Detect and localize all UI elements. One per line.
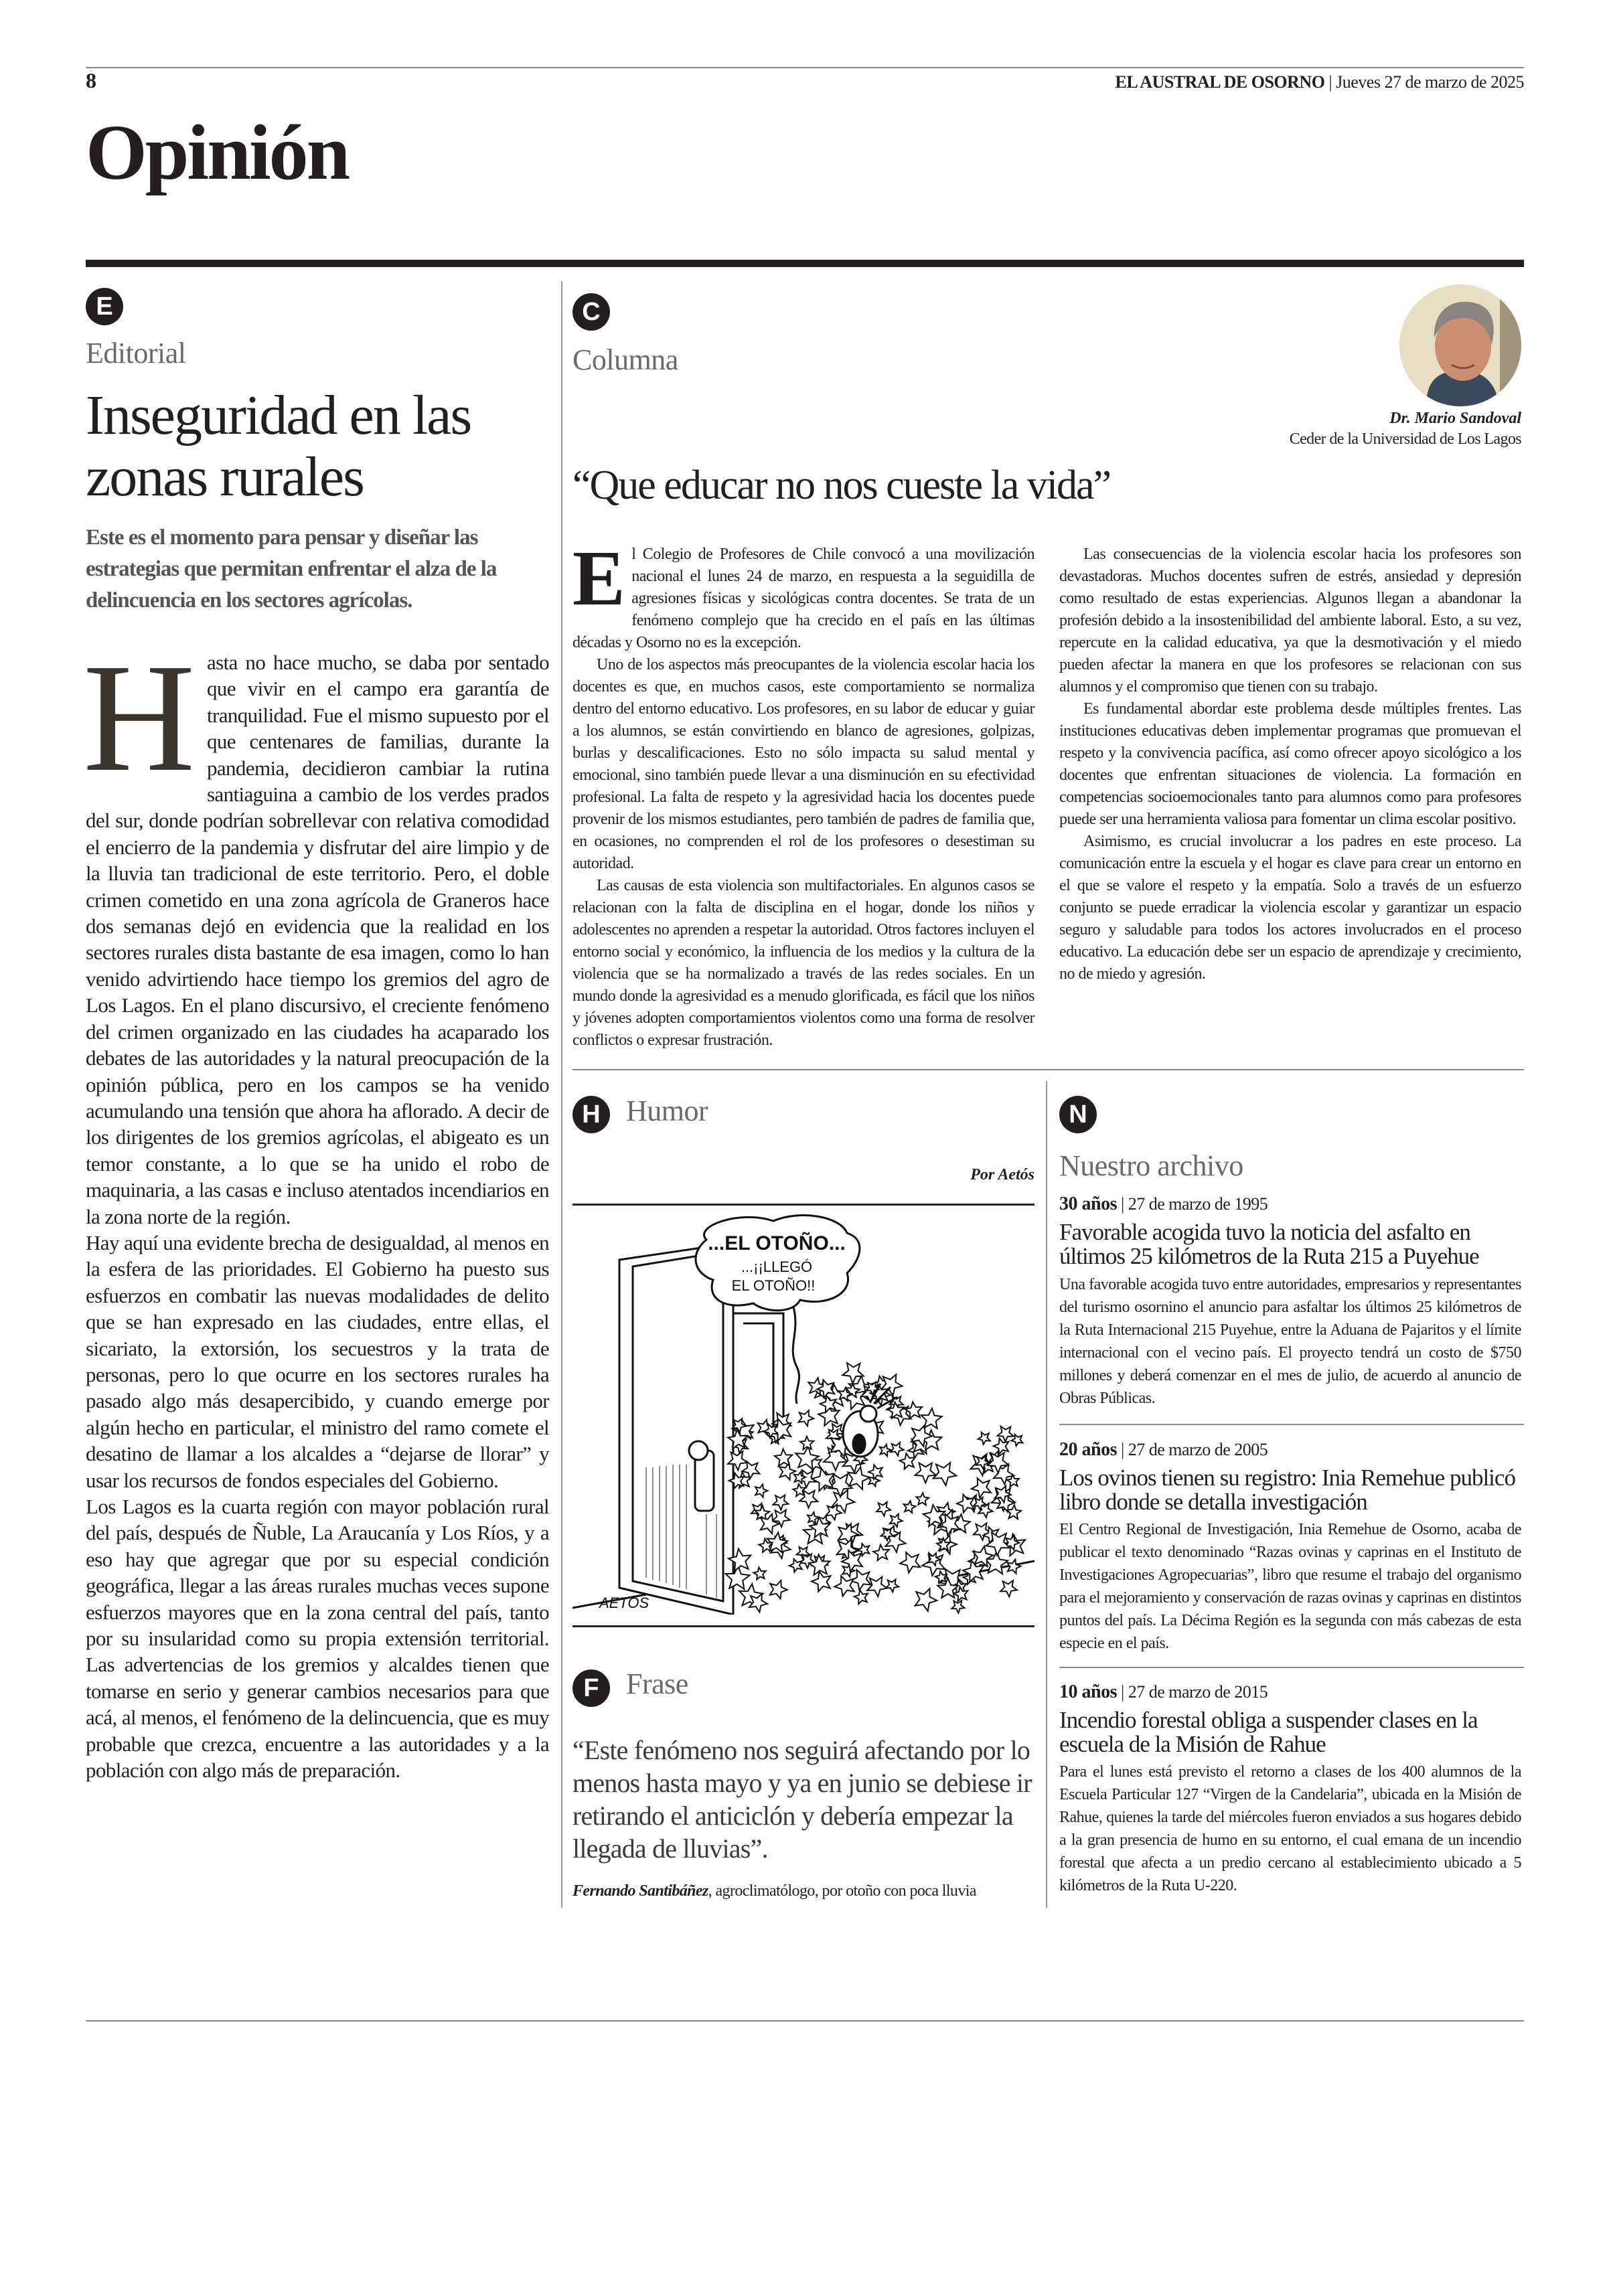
editorial-paragraph [83,632,549,1230]
bubble-text-1: ...EL OTOÑO... [708,1232,846,1254]
masthead-line [1115,72,1524,92]
section-title: Opinión [86,108,349,196]
leaf [789,1559,802,1572]
column-body [572,534,1521,1059]
column-paragraph: Asimismo, es crucial involucrar a los padres en este proceso. La comunicación entre la escuela y el hogar es clave para crear un entorno en el que se valore el respeto y la empatía. Solo a través de un esfuerzo conjunto se puede erradicar la violencia escolar y garantizar un espacio seguro y saludable para todos los actores involucrados en el proceso educativo. La educación debe ser un espacio de aprendizaje y crecimiento, no de miedo y agresión. [1059,833,1521,983]
leaf [978,1432,990,1445]
editorial-paragraph: Hay aquí una evidente brecha de desigualdad, al menos en la esfera de las prioridades. El Gobierno ha puesto sus esfuerzos en combatir las nuevas modalidades de delito que se han expresado en las ciudades, entre ellas, el sicariato, la extorsión, los secuestros y la trata de personas, pero lo que ocurre en los sectores rurales ha pasado algo más desapercibido, y cuando emerge por algún hecho en particular, el ministro del ramo comete el desatino de llamar a los alcaldes a “dejarse de llorar” y usar los recursos de fondos especiales del Gobierno. [86,1230,549,1492]
author-portrait-icon [1399,284,1521,406]
humor-kicker: Humor [626,1094,708,1127]
cartoonist-signature: AETOS [599,1594,649,1611]
column-paragraph [572,534,1035,654]
leaf [916,1493,929,1505]
cartoon-rule [572,1204,1035,1206]
leaf [891,1443,904,1456]
publication-name: EL AUSTRAL DE OSORNO [1115,72,1325,92]
column-paragraph: Las causas de esta violencia son multifactoriales. En algunos casos se relacionan con la falta de disciplina en el hogar, donde los niños y adolescentes no aprenden a respetar la autoridad. Otros factores incluyen el entorno social y económico, la influencia de los medios y la cultura de la violencia que se ha normalizado a través de las redes sociales. En un mundo donde la agresividad es a menudo glorificada, es fácil que los niños y jóvenes adopten comportamientos violentos como una forma de resolver conflictos o expresar frustración. [572,877,1035,1049]
column-title: “Que educar no nos cueste la vida” [572,463,1111,508]
archive-badge: N [1059,1096,1097,1133]
archive-rule [1059,1424,1524,1425]
frase-rule [572,1625,1035,1627]
leaf [848,1467,870,1490]
leaf [834,1576,854,1596]
leaf [935,1571,947,1583]
humor-badge: H [572,1096,610,1133]
column-divider [561,281,562,1908]
leaf [873,1545,889,1560]
editorial-deck: Este es el momento para pensar y diseñar las estrategias que permitan enfrentar el alza de la delincuencia en los sectores agrícolas. [86,525,497,612]
paragraph-text: asta no hace mucho, se daba por sentado que vivir en el campo era garantía de tranquilidad. Fue el mismo supuesto por el que centenares de familias, durante la pandemia, decidieron cambiar la rutina santiaguina a cambio de los verdes prados del sur, donde podrían sobrellevar con relativa comodidad el encierro de la pandemia y disfrutar del aire limpio y de la lluvia tan tradicional de este territorio. Pero, el doble crimen cometido en una zona agrícola de Graneros hace dos semanas dejó en evidencia que la realidad en los sectores rurales dista bastante de esa imagen, como lo han venido advirtiendo hace tiempo los gremios del agro de Los Lagos. En el plano discursivo, el creciente fenómeno del crimen organizado en las ciudades ha acaparado los debates de las autoridades y la natural preocupación de la opinión pública, pero en los campos se ha venido acumulando una tensión que ahora ha aflorado. A decir de los dirigentes de los gremios agrícolas, el abigeato es un temor constante, a lo que se ha unido el robo de maquinaria, a las casas e incluso atentados incendiarios en la zona norte de la región. [86,651,549,1228]
leaf [749,1594,767,1613]
leaf [951,1601,964,1613]
bubble-text-2: ...¡¡LLEGÓ [741,1258,813,1275]
column-paragraph: Uno de los aspectos más preocupantes de la violencia escolar hacia los docentes es que, en muchos casos, este comportamiento se normaliza dentro del entorno educativo. Los profesores, en su labor de educar y guiar a los alumnos, se están convirtiendo en blanco de agresiones, golpizas, burlas y descalificaciones. Esto no sólo impacta su salud mental y emocional, sino también puede llevar a una disminución en su efectividad profesional. La falta de respeto y la agresividad hacia los docentes puede provenir de los mismos estudiantes, pero también de padres de familia que, en ocasiones, no comprenden el rol de los profesores o desestiman su autoridad. [572,656,1035,872]
leaf [826,1504,842,1520]
bottom-rule [86,2020,1524,2022]
archive-years: 30 años [1059,1194,1117,1214]
leaf [880,1445,891,1457]
leaf [972,1478,991,1497]
door-frame [733,1313,783,1434]
editorial-badge: E [86,288,123,325]
archive-headline: Favorable acogida tuvo la noticia del asfalto en últimos 25 kilómetros de la Ruta 215 a Puyehue [1059,1219,1479,1269]
archive-headline: Los ovinos tienen su registro: Inia Remehue publicó libro donde se detalla investigación [1059,1465,1515,1515]
column-bottom-rule [572,1069,1524,1070]
cartoon-byline: Por Aetós [970,1166,1035,1183]
leaf [876,1502,891,1516]
editorial-paragraph: Los Lagos es la cuarta región con mayor población rural del país, después de Ñuble, La Araucanía y Los Ríos, y a eso hay que agregar que por su especial condición geográfica, llegar a las áreas rurales muchas veces supone esfuerzos mayores que en la zona central del país, tanto por su insularidad como su propia extensión territorial. Las advertencias de los gremios y alcaldes tienen que tomarse en serio y generar cambios necesarios para que acá, al menos, el fenómeno de la delincuencia, que es muy probable que crezca, encuentre a las autoridades y a la población con algo más de preparación. [86,1495,549,1783]
leaf [779,1463,795,1480]
column-affiliation: Ceder de la Universidad de Los Lagos [1289,430,1521,448]
leaf [1000,1580,1017,1596]
frase-kicker: Frase [626,1667,688,1700]
frase-badge: F [572,1669,610,1707]
archive-years: 10 años [1059,1682,1117,1702]
archive-date: 27 de marzo de 2015 [1128,1682,1268,1702]
leaf [1007,1505,1022,1519]
leaf [799,1410,814,1426]
issue-date: Jueves 27 de marzo de 2025 [1336,72,1524,92]
archive-kicker: Nuestro archivo [1059,1149,1243,1182]
leaf [933,1463,957,1485]
section-rule [86,260,1524,267]
archive-headline: Incendio forestal obliga a suspender clases en la escuela de la Misión de Rahue [1059,1707,1478,1757]
leaf [915,1463,936,1483]
leaf [770,1580,787,1598]
archive-item-meta: 30 años | 27 de marzo de 1995 [1059,1194,1268,1214]
leaf [773,1495,789,1509]
leaf [800,1437,814,1450]
archive-body: El Centro Regional de Investigación, Inia Remehue de Osorno, acaba de publicar el texto denominado “Razas ovinas y caprinas en el Instituto de Investigaciones Agropecuarias”, libro que resume el trabajo del organismo para el mejoramiento y conservación de razas ovinas y caprinas en distintos puntos del país. La Décima Región es la segunda con más cabezas de esta especie en el país. [1059,1521,1521,1652]
bubble-text-3: EL OTOÑO!! [731,1277,816,1294]
editorial-body [83,632,549,1783]
archive-rule [1059,1667,1524,1668]
drop-cap: H [83,632,195,804]
leaf [854,1590,868,1604]
archive-date: 27 de marzo de 1995 [1128,1194,1268,1214]
column-badge: C [572,293,610,331]
leaf [915,1588,937,1611]
column-paragraph: Las consecuencias de la violencia escolar hacia los profesores son devastadoras. Muchos docentes sufren de estrés, ansiedad y depresión como resultado de estas experiencias. Algunos llegan a abandonar la profesión debido a la insostenibilidad del ambiente laboral. Esto, a su vez, repercute en la calidad educativa, ya que la desmotivación y el miedo pueden afectar la manera en que los profesores se relacionan con sus alumnos y el compromiso que tienen con su trabajo. [1059,546,1521,695]
leaf [886,1580,899,1592]
leaf [753,1568,765,1580]
masthead-separator: | [1328,72,1332,92]
drop-cap: E [572,534,625,622]
archive-date: 27 de marzo de 2005 [1128,1440,1268,1459]
lower-divider [1046,1081,1047,1908]
leaf [904,1501,916,1513]
leaf [867,1577,887,1596]
archive-item-meta: 10 años | 27 de marzo de 2015 [1059,1682,1268,1702]
editorial-kicker: Editorial [86,337,186,370]
door-frame-inner [743,1323,773,1427]
editorial-headline: Inseguridad en las zonas rurales [86,384,471,508]
frase-quote: “Este fenómeno nos seguirá afectando por lo menos hasta mayo y ya en junio se debiese ir retirando el anticiclón y debería empezar la llegada de lluvias”. [572,1735,1032,1864]
author-photo [1399,284,1521,406]
frase-attribution [572,1882,1035,1900]
archive-years: 20 años [1059,1439,1117,1460]
door-knob-icon [689,1441,708,1460]
page-number: 8 [86,68,96,92]
column-author: Dr. Mario Sandoval [1389,410,1521,427]
frase-speaker: Fernando Santibáñez [572,1882,708,1900]
leaf [755,1485,767,1497]
archive-item-meta: 20 años | 27 de marzo de 2005 [1059,1439,1268,1460]
leaf [1007,1560,1020,1574]
leaf [900,1453,915,1469]
leaf [850,1570,870,1590]
frase-context: , agroclimatólogo, por otoño con poca lluvia [708,1882,976,1900]
leaf [900,1552,920,1572]
leaf-pile [726,1363,1025,1613]
column-paragraph: Es fundamental abordar este problema desde múltiples frentes. Las instituciones educativas deben implementar programas que promuevan el respeto y la convivencia pacífica, así como ofrecer apoyo sicológico a los docentes que enfrentan situaciones de violencia. La formación en competencias socioemocionales tanto para alumnos como para profesores puede ser una herramienta valiosa para fomentar un clima escolar positivo. [1059,700,1521,828]
paragraph-text: l Colegio de Profesores de Chile convocó a una movilización nacional el lunes 24 de marzo, en respuesta a la seguidilla de agresiones físicas y sicológicas contra docentes. Se trata de un fenómeno complejo que ha crecido en el país en las últimas décadas y Osorno no es la excepción. [572,546,1035,651]
archive-body: Para el lunes está previsto el retorno a clases de los 400 alumnos de la Escuela Particular 127 “Virgen de la Candelaria”, ubicada en la Misión de Rahue, quienes la tarde del miércoles fueron enviados a sus hogares debido a la gran presencia de humo en su entorno, el cual emana de un incendio forestal que afecta a un predio cercano al establecimiento ubicado a 5 kilómetros de la Ruta U-220. [1059,1763,1521,1894]
column-kicker: Columna [572,343,678,376]
archive-body: Una favorable acogida tuvo entre autoridades, empresarios y representantes del turismo osornino el anuncio para asfaltar los últimos 25 kilómetros de la Ruta Internacional 215 Puyehue, entre la Aduana de Pajaritos y el límite internacional con el vecino país. El proyecto tendrá un costo de $750 millones y deberá comenzar en el mes de julio, de acuerdo al anuncio de Obras Públicas. [1059,1276,1521,1407]
cartoon-illustration [572,1213,1035,1615]
leaf [890,1514,903,1527]
top-rule [86,67,1524,68]
